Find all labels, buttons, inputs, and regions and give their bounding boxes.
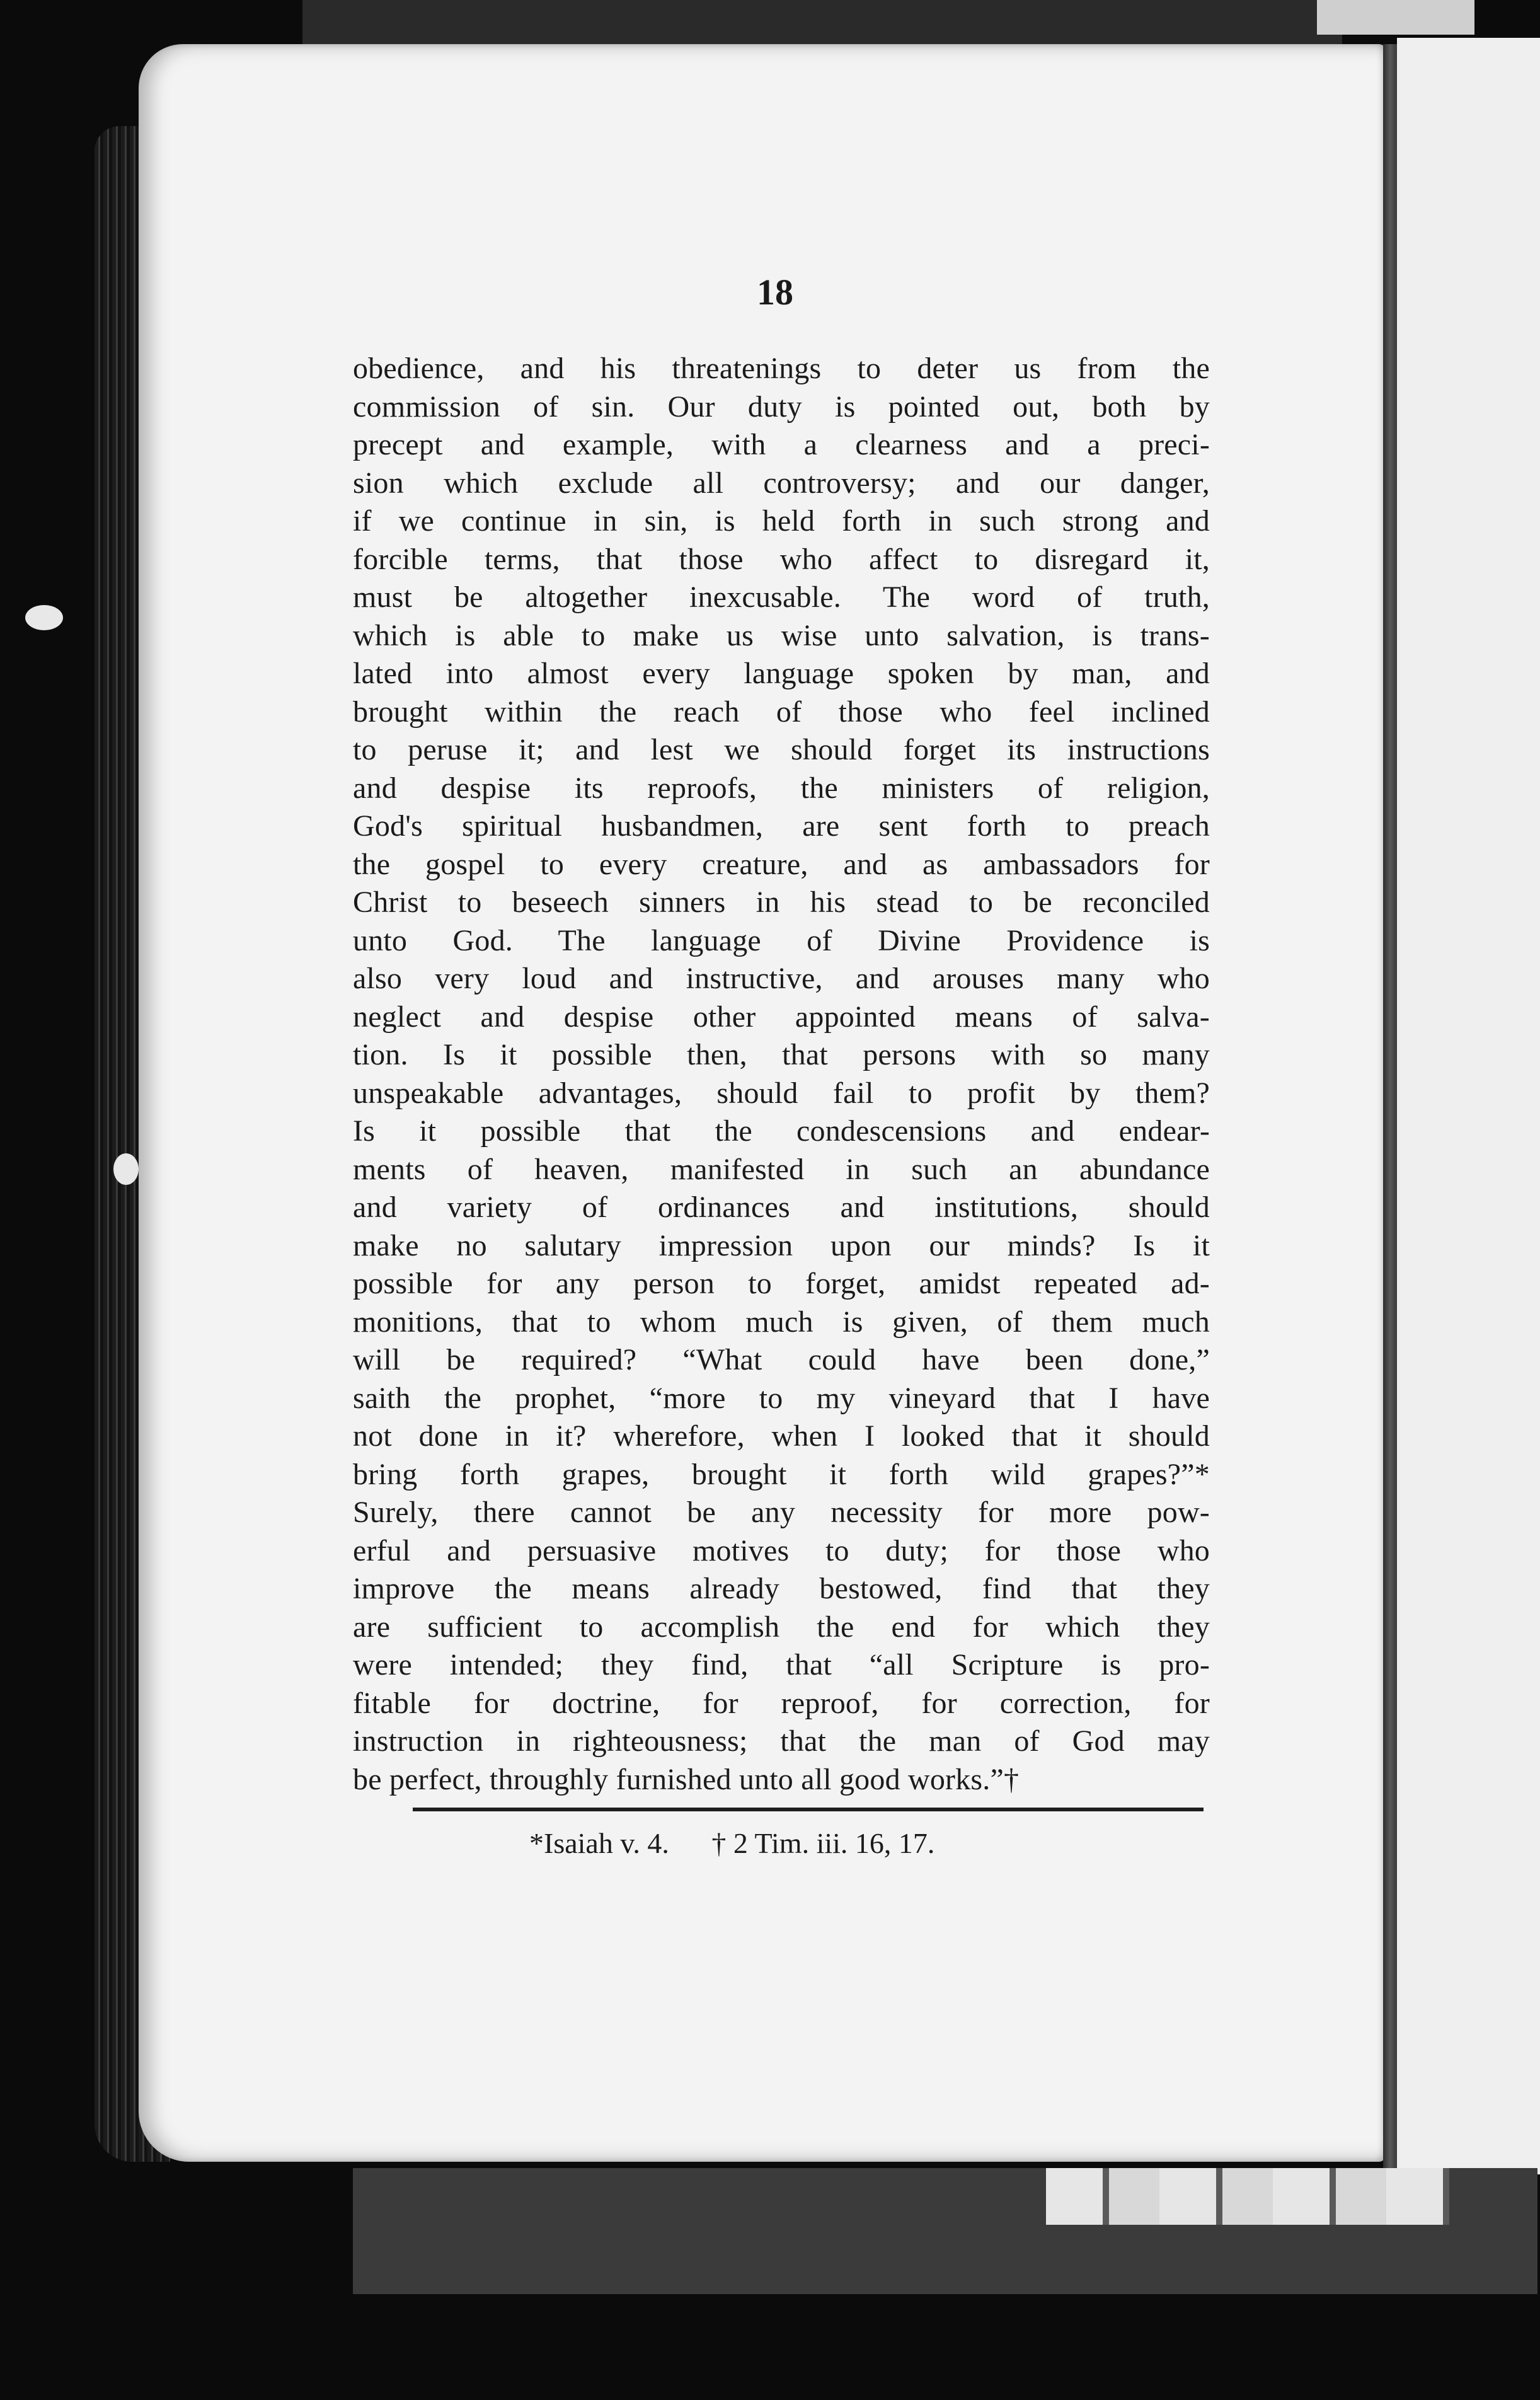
text-line: and variety of ordinances and institutions, should xyxy=(353,1191,1210,1224)
text-line: sion which exclude all controversy; and our danger, xyxy=(353,466,1210,500)
footnote: *Isaiah v. 4. xyxy=(529,1827,669,1859)
text-line: bring forth grapes, brought it forth wild grapes?”* xyxy=(353,1457,1210,1491)
text-line: unspeakable advantages, should fail to profit by them? xyxy=(353,1076,1210,1110)
text-line: improve the means already bestowed, find that they xyxy=(353,1572,1210,1605)
footnote-rule xyxy=(413,1808,1204,1811)
text-line: if we continue in sin, is held forth in such strong and xyxy=(353,504,1210,538)
text-line: instruction in righteousness; that the man of God may xyxy=(353,1724,1210,1758)
text-line: Is it possible that the condescensions and endear- xyxy=(353,1114,1210,1148)
text-line: precept and example, with a clearness and a preci- xyxy=(353,428,1210,461)
text-line: are sufficient to accomplish the end for which they xyxy=(353,1610,1210,1644)
text-line: unto God. The language of Divine Providence is xyxy=(353,923,1210,957)
text-line: Christ to beseech sinners in his stead to be reconciled xyxy=(353,886,1210,919)
text-line: commission of sin. Our duty is pointed out, both by xyxy=(353,389,1210,424)
text-line: to peruse it; and lest we should forget its instructions xyxy=(353,733,1210,766)
body-text xyxy=(353,350,1210,1799)
text-line: will be required? “What could have been done,” xyxy=(353,1343,1210,1376)
text-line: neglect and despise other appointed means of salva- xyxy=(353,1000,1210,1034)
text-line: be perfect, throughly furnished unto all good works.”† xyxy=(353,1762,1020,1796)
text-line: lated into almost every language spoken by man, and xyxy=(353,657,1210,690)
bottom-tab xyxy=(1046,2168,1449,2225)
text-line: erful and persuasive motives to duty; for those who xyxy=(353,1533,1210,1567)
text-line: tion. Is it possible then, that persons with so many xyxy=(353,1038,1210,1071)
text-line: Surely, there cannot be any necessity for more pow- xyxy=(353,1496,1210,1529)
text-line: make no salutary impression upon our minds? Is it xyxy=(353,1228,1210,1262)
text-line: which is able to make us wise unto salvation, is trans- xyxy=(353,618,1210,652)
text-line: also very loud and instructive, and arouses many who xyxy=(353,962,1210,995)
text-line: brought within the reach of those who feel inclined xyxy=(353,695,1210,729)
text-line: not done in it? wherefore, when I looked that it should xyxy=(353,1419,1210,1453)
text-line: saith the prophet, “more to my vineyard that I have xyxy=(353,1381,1210,1415)
text-line: the gospel to every creature, and as ambassadors for xyxy=(353,847,1210,881)
text-line: possible for any person to forget, amidst repeated ad- xyxy=(353,1267,1210,1300)
text-line: obedience, and his threatenings to deter us from the xyxy=(353,352,1210,385)
text-line: ments of heaven, manifested in such an abundance xyxy=(353,1152,1210,1186)
text-line: God's spiritual husbandmen, are sent forth to preach xyxy=(353,809,1210,843)
facing-page xyxy=(1397,38,1540,2174)
page-number: 18 xyxy=(757,272,793,313)
footnote: † 2 Tim. iii. 16, 17. xyxy=(711,1827,935,1859)
gutter xyxy=(1383,44,1397,2187)
binding-strip xyxy=(302,0,1342,44)
text-line: fitable for doctrine, for reproof, for correction, for xyxy=(353,1686,1210,1720)
text-line: were intended; they find, that “all Scripture is pro- xyxy=(353,1648,1210,1682)
text-line: forcible terms, that those who affect to disregard it, xyxy=(353,542,1210,576)
text-line: monitions, that to whom much is given, of them much xyxy=(353,1305,1210,1339)
footnotes xyxy=(529,1826,1159,1860)
binding-strip-light xyxy=(1317,0,1474,35)
text-line: and despise its reproofs, the ministers of religion, xyxy=(353,771,1210,805)
paper-speck xyxy=(25,605,63,630)
text-line: must be altogether inexcusable. The word of truth, xyxy=(353,580,1210,614)
paper-speck xyxy=(113,1153,139,1185)
